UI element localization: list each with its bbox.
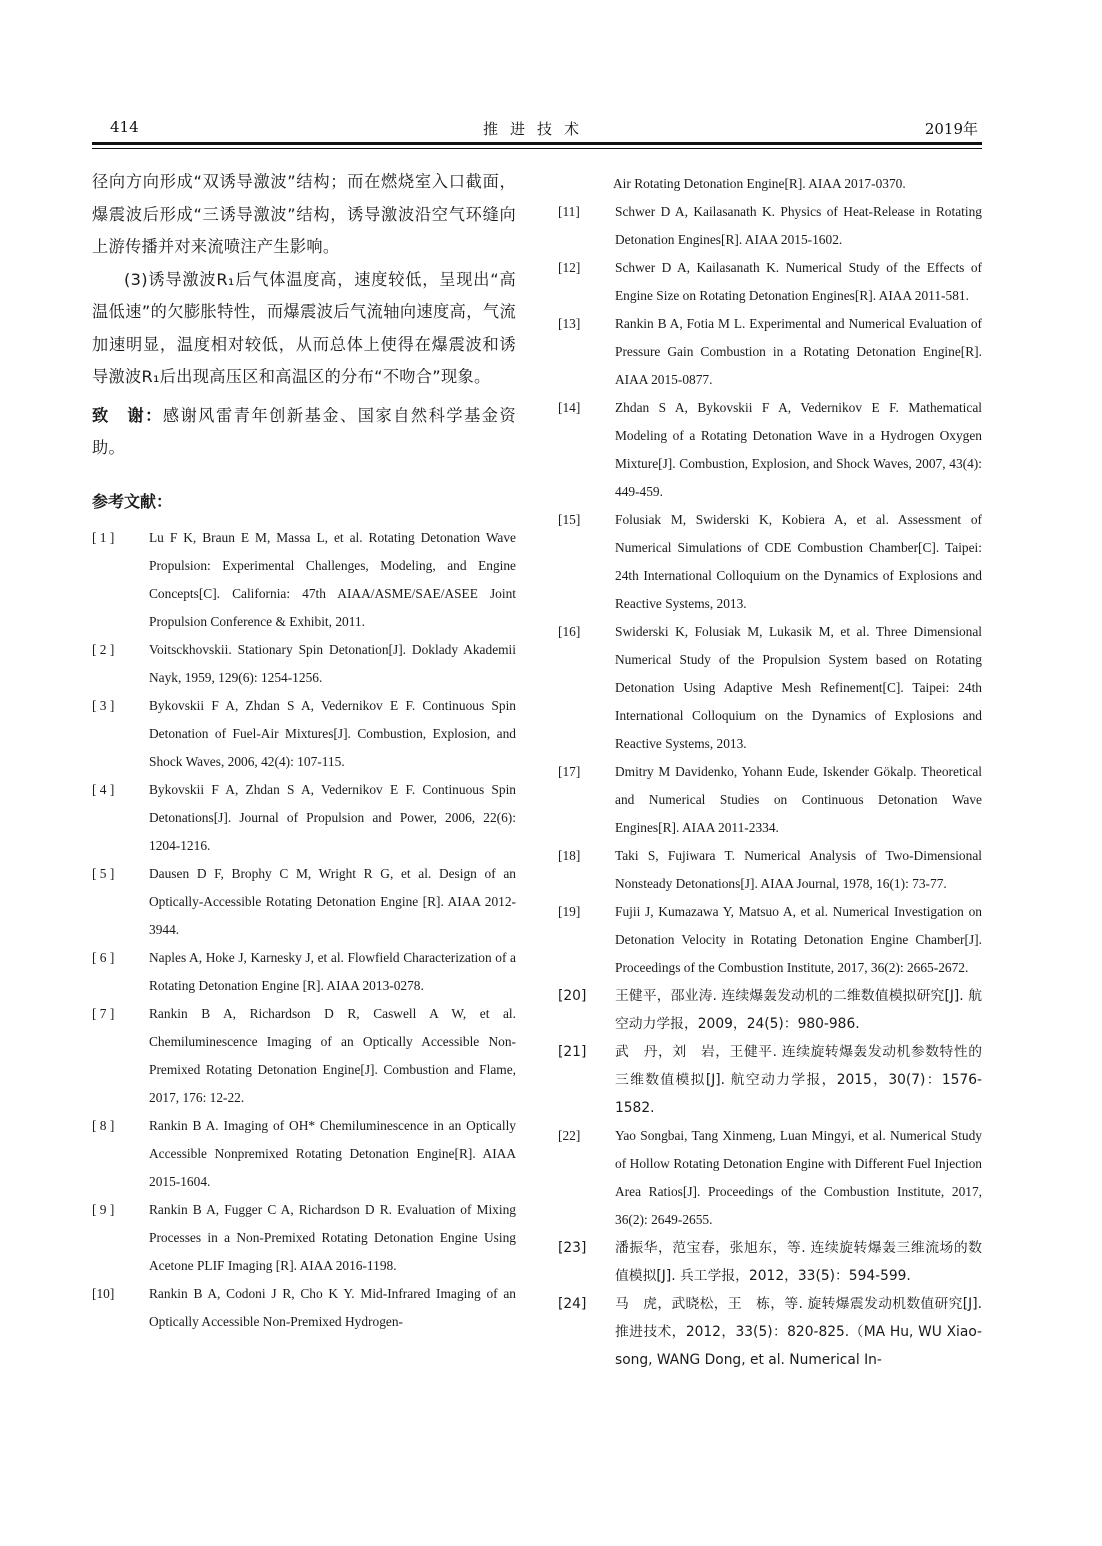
reference-item [558,394,982,506]
reference-text: Fujii J, Kumazawa Y, Matsuo A, et al. Numerical Investigation on Detonation Velocity in Rotating Detonation Engine Chamber[J]. Proceedings of the Combustion Institute, 2017, 36(2): 2665-2672. [615,904,982,975]
reference-item [558,1290,982,1374]
references-heading: 参考文献： [92,491,173,511]
reference-item [558,506,982,618]
reference-number: [ 8 ] [92,1117,115,1133]
reference-number: [19] [558,904,581,919]
reference-item [92,1196,516,1280]
reference-number: [ 4 ] [92,781,115,797]
reference-number: [14] [558,400,581,415]
reference-item [558,1234,982,1290]
acknowledgement [92,400,516,465]
reference-item [92,1000,516,1112]
reference-text: Schwer D A, Kailasanath K. Numerical Study of the Effects of Engine Size on Rotating Detonation Engines[R]. AIAA 2011-581. [615,260,982,303]
reference-item [92,692,516,776]
reference-item [558,618,982,758]
reference-item [92,1280,516,1336]
reference-text: Rankin B A, Richardson D R, Caswell A W, et al. Chemiluminescence Imaging of an Optically Accessible Non-Premixed Rotating Detonation Engine[J]. Combustion and Flame, 2017, 176: 12-22. [149,1005,516,1105]
reference-item [558,982,982,1038]
reference-number: [21] [558,1044,587,1060]
reference-number: [24] [558,1296,587,1312]
page-number: 414 [110,118,139,136]
body-paragraph-1: 径向方向形成“双诱导激波”结构；而在燃烧室入口截面，爆震波后形成“三诱导激波”结构，诱导激波沿空气环缝向上游传播并对来流喷注产生影响。 [92,172,516,256]
reference-item [92,1112,516,1196]
references-list-left [92,524,516,1336]
reference-item [558,1122,982,1234]
reference-text: Bykovskii F A, Zhdan S A, Vedernikov E F. Continuous Spin Detonations[J]. Journal of Propulsion and Power, 2006, 22(6): 1204-1216. [149,781,516,853]
reference-text: Taki S, Fujiwara T. Numerical Analysis of Two-Dimensional Nonsteady Detonations[J]. AIAA Journal, 1978, 16(1): 73-77. [615,848,982,891]
reference-text: Rankin B A. Imaging of OH* Chemiluminescence in an Optically Accessible Nonpremixed Rotating Detonation Engine[R]. AIAA 2015-1604. [149,1117,516,1189]
reference-text: 王健平，邵业涛. 连续爆轰发动机的二维数值模拟研究[J]. 航空动力学报，2009，24(5)：980-986. [615,988,982,1032]
reference-item [558,758,982,842]
reference-item [558,254,982,310]
reference-item [92,944,516,1000]
reference-number: [ 2 ] [92,641,115,657]
reference-text: 武 丹，刘 岩，王健平. 连续旋转爆轰发动机参数特性的三维数值模拟[J]. 航空动力学报，2015，30(7)：1576-1582. [615,1044,982,1116]
reference-number: [ 3 ] [92,697,115,713]
issue-year: 2019年 [924,120,978,138]
reference-text: Rankin B A, Codoni J R, Cho K Y. Mid-Infrared Imaging of an Optically Accessible Non-Premixed Hydrogen- [149,1285,516,1329]
reference-text: 马 虎，武晓松，王 栋，等. 旋转爆震发动机数值研究[J]. 推进技术，2012，33(5)：820-825.（MA Hu, WU Xiao-song, WANG Dong, et al. Numerical In- [615,1296,982,1368]
reference-item [92,524,516,636]
reference-text: Zhdan S A, Bykovskii F A, Vedernikov E F. Mathematical Modeling of a Rotating Detonation Wave in a Hydrogen Oxygen Mixture[J]. Combustion, Explosion, and Shock Waves, 2007, 43(4): 449-459. [615,400,982,499]
reference-text: Rankin B A, Fotia M L. Experimental and Numerical Evaluation of Pressure Gain Combustion in a Rotating Detonation Engine[R]. AIAA 2015-0877. [615,316,982,387]
reference-item [558,310,982,394]
reference-number: [16] [558,624,581,639]
references-list-right [558,198,982,1374]
header-rule-thick [92,142,982,145]
reference-text: Voitsckhovskii. Stationary Spin Detonation[J]. Doklady Akademii Nayk, 1959, 129(6): 1254-1256. [149,641,516,685]
reference-number: [ 9 ] [92,1201,115,1217]
journal-name: 推进技术 [482,120,591,138]
reference-item [558,842,982,898]
reference-text: Naples A, Hoke J, Karnesky J, et al. Flowfield Characterization of a Rotating Detonation Engine [R]. AIAA 2013-0278. [149,949,516,993]
reference-item [92,860,516,944]
body-paragraph-2: (3)诱导激波R₁后气体温度高，速度较低，呈现出“高温低速”的欠膨胀特性，而爆震波后气流轴向速度高，气流加速明显，温度相对较低，从而总体上使得在爆震波和诱导激波R₁后出现高压区和高温区的分布“不吻合”现象。 [92,269,516,386]
reference-number: [11] [558,204,580,219]
reference-number: [17] [558,764,581,779]
reference-continuation: Air Rotating Detonation Engine[R]. AIAA 2017-0370. [613,176,906,191]
right-column [558,170,982,1374]
reference-text: Rankin B A, Fugger C A, Richardson D R. Evaluation of Mixing Processes in a Non-Premixed Rotating Detonation Engine Using Acetone PLIF Imaging [R]. AIAA 2016-1198. [149,1201,516,1273]
acknowledgement-text: 感谢风雷青年创新基金、国家自然科学基金资助。 [92,405,516,457]
reference-text: Dmitry M Davidenko, Yohann Eude, Iskender Gökalp. Theoretical and Numerical Studies on Continuous Detonation Wave Engines[R]. AIAA 2011-2334. [615,764,982,835]
reference-number: [10] [92,1285,115,1301]
reference-number: [ 7 ] [92,1005,115,1021]
reference-number: [ 1 ] [92,529,115,545]
reference-text: Swiderski K, Folusiak M, Lukasik M, et al. Three Dimensional Numerical Study of the Propulsion System based on Rotating Detonation Using Adaptive Mesh Refinement[C]. Taipei: 24th International Colloquium on the Dynamics of Explosions and Reactive Systems, 2013. [615,624,982,751]
reference-item [92,776,516,860]
header-rule-thin [92,148,982,149]
reference-item [558,1038,982,1122]
running-header [92,116,982,140]
reference-text: Bykovskii F A, Zhdan S A, Vedernikov E F. Continuous Spin Detonation of Fuel-Air Mixtures[J]. Combustion, Explosion, and Shock Waves, 2006, 42(4): 107-115. [149,697,516,769]
reference-number: [15] [558,512,581,527]
reference-number: [22] [558,1128,581,1143]
reference-number: [13] [558,316,581,331]
reference-text: Lu F K, Braun E M, Massa L, et al. Rotating Detonation Wave Propulsion: Experimental Challenges, Modeling, and Engine Concepts[C]. California: 47th AIAA/ASME/SAE/ASEE Joint Propulsion Conference & Exhibit, 2011. [149,529,516,629]
reference-text: Yao Songbai, Tang Xinmeng, Luan Mingyi, et al. Numerical Study of Hollow Rotating Detonation Engine with Different Fuel Injection Area Ratios[J]. Proceedings of the Combustion Institute, 2017, 36(2): 2649-2655. [615,1128,982,1227]
left-column [92,166,516,1336]
reference-item [92,636,516,692]
reference-number: [12] [558,260,581,275]
reference-item [558,898,982,982]
acknowledgement-label: 致 谢： [92,405,163,425]
reference-item [558,198,982,254]
reference-number: [23] [558,1240,587,1256]
reference-number: [ 6 ] [92,949,115,965]
reference-text: 潘振华，范宝春，张旭东，等. 连续旋转爆轰三维流场的数值模拟[J]. 兵工学报，2012，33(5)：594-599. [615,1240,982,1284]
reference-text: Dausen D F, Brophy C M, Wright R G, et al. Design of an Optically-Accessible Rotating Detonation Engine [R]. AIAA 2012-3944. [149,865,516,937]
reference-number: [20] [558,988,587,1004]
reference-text: Folusiak M, Swiderski K, Kobiera A, et al. Assessment of Numerical Simulations of CDE Combustion Chamber[C]. Taipei: 24th International Colloquium on the Dynamics of Explosions and Reactive Systems, 2013. [615,512,982,611]
reference-number: [ 5 ] [92,865,115,881]
reference-number: [18] [558,848,581,863]
reference-text: Schwer D A, Kailasanath K. Physics of Heat-Release in Rotating Detonation Engines[R]. AIAA 2015-1602. [615,204,982,247]
